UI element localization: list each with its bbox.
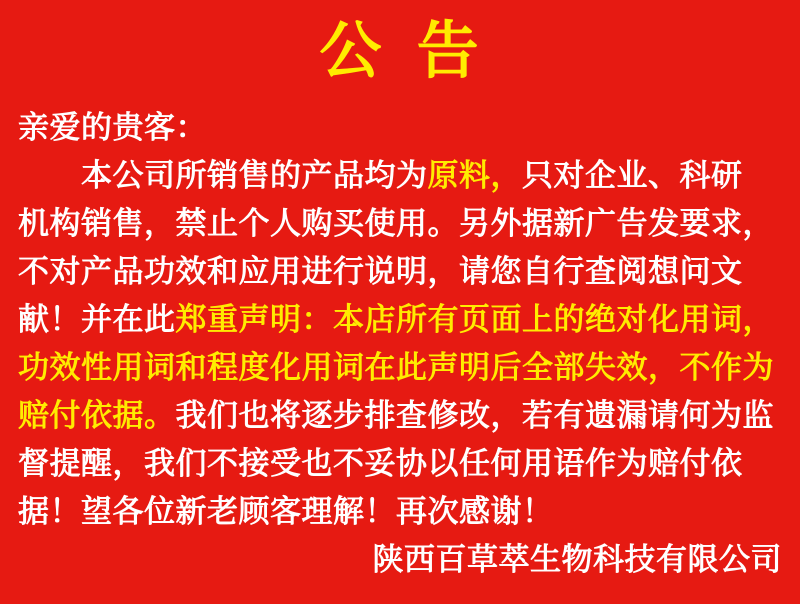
notice-text-segment: 我们也将逐步排查修改，若有遗漏请何为监 [175,398,774,433]
notice-title: 公 告 [319,17,481,86]
notice-text-segment: 献！并在此 [18,302,176,337]
notice-text-segment: 只对企业、科研 [522,158,743,193]
company-name: 陕西百草萃生物科技有限公司 [372,542,782,577]
highlighted-text-segment: 原料， [427,158,522,193]
highlighted-text-segment: 功效性用词和程度化用词在此声明后全部失效，不作为 [18,350,774,385]
highlighted-text-segment: 赔付依据。 [18,398,176,433]
company-signature [0,536,800,584]
notice-text-segment: 本公司所销售的产品均为 [18,158,428,193]
notice-text-segment: 机构销售，禁止个人购买使用。另外据新广告发要求， [18,206,774,241]
notice-line [0,152,800,200]
announcement-notice [0,4,800,604]
notice-text-segment: 据！望各位新老顾客理解！再次感谢！ [18,494,554,529]
notice-text-segment: 督提醒，我们不接受也不妥协以任何用语作为赔付依 [18,446,743,481]
notice-line [0,296,800,344]
notice-line [0,248,800,296]
notice-body [0,104,800,584]
notice-line [0,488,800,536]
notice-text-segment: 不对产品功效和应用进行说明，请您自行查阅想问文 [18,254,743,289]
notice-line [0,392,800,440]
notice-line [0,344,800,392]
notice-line [0,200,800,248]
highlighted-text-segment: 郑重声明：本店所有页面上的绝对化用词， [175,302,774,337]
notice-text-segment: 亲爱的贵客： [18,110,207,145]
notice-line [0,440,800,488]
greeting-line [0,104,800,152]
